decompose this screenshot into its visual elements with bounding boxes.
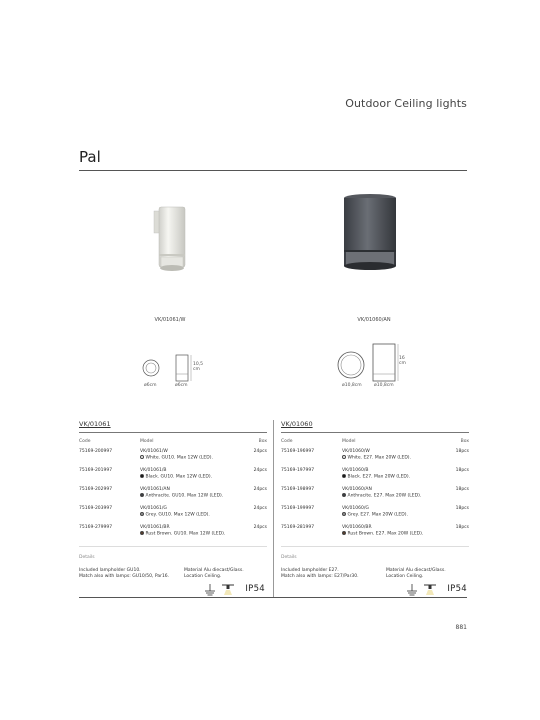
table-row (281, 506, 469, 525)
model-name: VK/01060/AN (342, 487, 372, 492)
row-model (342, 449, 411, 461)
color-swatch-icon (140, 493, 144, 497)
table-row (79, 525, 267, 544)
row-code: 75169-279997 (79, 525, 113, 530)
row-box: 18pcs (455, 468, 469, 473)
row-code: 75169-199997 (281, 506, 315, 511)
table-row (281, 487, 469, 506)
dim-diameter-front: ø10,8cm (342, 383, 362, 388)
ceiling-mount-icon (204, 584, 216, 596)
table-header (79, 439, 267, 449)
row-box: 18pcs (455, 487, 469, 492)
table-row (281, 468, 469, 487)
header-code: Code (79, 439, 91, 444)
model-desc: Anthracite. GU10. Max 12W (LED). (145, 493, 224, 499)
table-row (281, 525, 469, 544)
details-lampholder: Included lampholder E27. Match also with lamps: E27/Par30. (281, 568, 359, 579)
details-block (79, 568, 267, 604)
model-name: VK/01060/G (342, 506, 369, 511)
color-swatch-icon (140, 531, 144, 535)
product-image-vk01060 (340, 192, 400, 282)
product-label: VK/01061/W (154, 317, 186, 323)
row-model (342, 525, 423, 537)
model-desc: Rust Brown. E27. Max 20W (LED). (347, 531, 424, 537)
color-swatch-icon (342, 531, 346, 535)
model-name: VK/01060/BR (342, 525, 372, 530)
table-row (79, 468, 267, 487)
model-desc: Grey. GU10. Max 12W (LED). (145, 512, 210, 518)
details-label: Details (281, 555, 297, 560)
ceiling-mount-icon (406, 584, 418, 596)
row-model (342, 487, 421, 499)
ip-rating: IP54 (447, 584, 467, 594)
page-number: 881 (455, 624, 467, 631)
details-material: Material Alu diecast/Glass. Location Ceiling. (386, 568, 446, 579)
header-box: Box (258, 439, 267, 444)
row-box: 24pcs (253, 506, 267, 511)
color-swatch-icon (342, 474, 346, 478)
row-box: 24pcs (253, 449, 267, 454)
row-code: 75169-200997 (79, 449, 113, 454)
top-rule (79, 170, 467, 171)
dimension-drawing-vk01060 (336, 340, 406, 384)
model-name: VK/01061/B (140, 468, 167, 473)
header-box: Box (460, 439, 469, 444)
details-divider (79, 546, 267, 547)
spec-column-vk01061 (79, 420, 267, 604)
color-swatch-icon (342, 493, 346, 497)
model-name: VK/01061/AN (140, 487, 170, 492)
row-model (342, 506, 408, 518)
category-title: Outdoor Ceiling lights (345, 97, 467, 110)
row-box: 18pcs (455, 506, 469, 511)
color-swatch-icon (342, 455, 346, 459)
spec-column-vk01060 (281, 420, 469, 604)
lamp-direction-icon (222, 584, 234, 596)
details-label: Details (79, 555, 95, 560)
dim-diameter-side: ø10,8cm (374, 383, 394, 388)
row-code: 75169-203997 (79, 506, 113, 511)
header-model: Model (342, 439, 356, 444)
row-model (140, 506, 210, 518)
dim-height: 16 cm (399, 356, 406, 366)
color-swatch-icon (140, 455, 144, 459)
dim-diameter-front: ø6cm (144, 383, 157, 388)
details-divider (281, 546, 469, 547)
row-code: 75169-201997 (79, 468, 113, 473)
details-material: Material Alu diecast/Glass. Location Ceiling. (184, 568, 244, 579)
model-desc: White. GU10. Max 12W (LED). (145, 455, 213, 461)
row-box: 18pcs (455, 449, 469, 454)
bottom-rule (79, 597, 467, 598)
row-model (140, 525, 225, 537)
table-row (79, 506, 267, 525)
color-swatch-icon (140, 512, 144, 516)
row-code: 75169-202997 (79, 487, 113, 492)
header-code: Code (281, 439, 293, 444)
product-image-vk01061 (150, 205, 190, 275)
row-model (140, 468, 212, 480)
model-desc: Rust Brown. GU10. Max 12W (LED). (145, 531, 226, 537)
table-row (79, 449, 267, 468)
model-desc: White. E27. Max 20W (LED). (347, 455, 411, 461)
row-model (140, 449, 213, 461)
row-model (342, 468, 410, 480)
details-block (281, 568, 469, 604)
row-box: 24pcs (253, 468, 267, 473)
row-model (140, 487, 223, 499)
model-desc: Black. E27. Max 20W (LED). (347, 474, 411, 480)
model-name: VK/01060/W (342, 449, 370, 454)
row-code: 75169-197997 (281, 468, 315, 473)
lamp-direction-icon (424, 584, 436, 596)
model-name: VK/01061/BR (140, 525, 170, 530)
ip-rating: IP54 (245, 584, 265, 594)
row-box: 24pcs (253, 525, 267, 530)
page-title: Pal (79, 148, 101, 166)
row-box: 18pcs (455, 525, 469, 530)
model-desc: Grey. E27. Max 20W (LED). (347, 512, 408, 518)
model-name: VK/01060/B (342, 468, 369, 473)
table-header (281, 439, 469, 449)
column-heading: VK/01061 (79, 420, 267, 433)
model-name: VK/01061/W (140, 449, 168, 454)
table-row (281, 449, 469, 468)
row-box: 24pcs (253, 487, 267, 492)
row-code: 75169-198997 (281, 487, 315, 492)
table-row (79, 487, 267, 506)
model-desc: Anthracite. E27. Max 20W (LED). (347, 493, 422, 499)
row-code: 75169-196997 (281, 449, 315, 454)
dim-diameter-side: ø6cm (175, 383, 188, 388)
product-label: VK/01060/AN (357, 317, 391, 323)
color-swatch-icon (140, 474, 144, 478)
color-swatch-icon (342, 512, 346, 516)
column-heading: VK/01060 (281, 420, 469, 433)
dim-height: 10,5 cm (193, 362, 204, 372)
details-lampholder: Included lampholder GU10. Match also with lamps: GU10/50, Par16. (79, 568, 170, 579)
row-code: 75169-281997 (281, 525, 315, 530)
header-model: Model (140, 439, 154, 444)
model-name: VK/01061/G (140, 506, 167, 511)
model-desc: Black. GU10. Max 12W (LED). (145, 474, 213, 480)
